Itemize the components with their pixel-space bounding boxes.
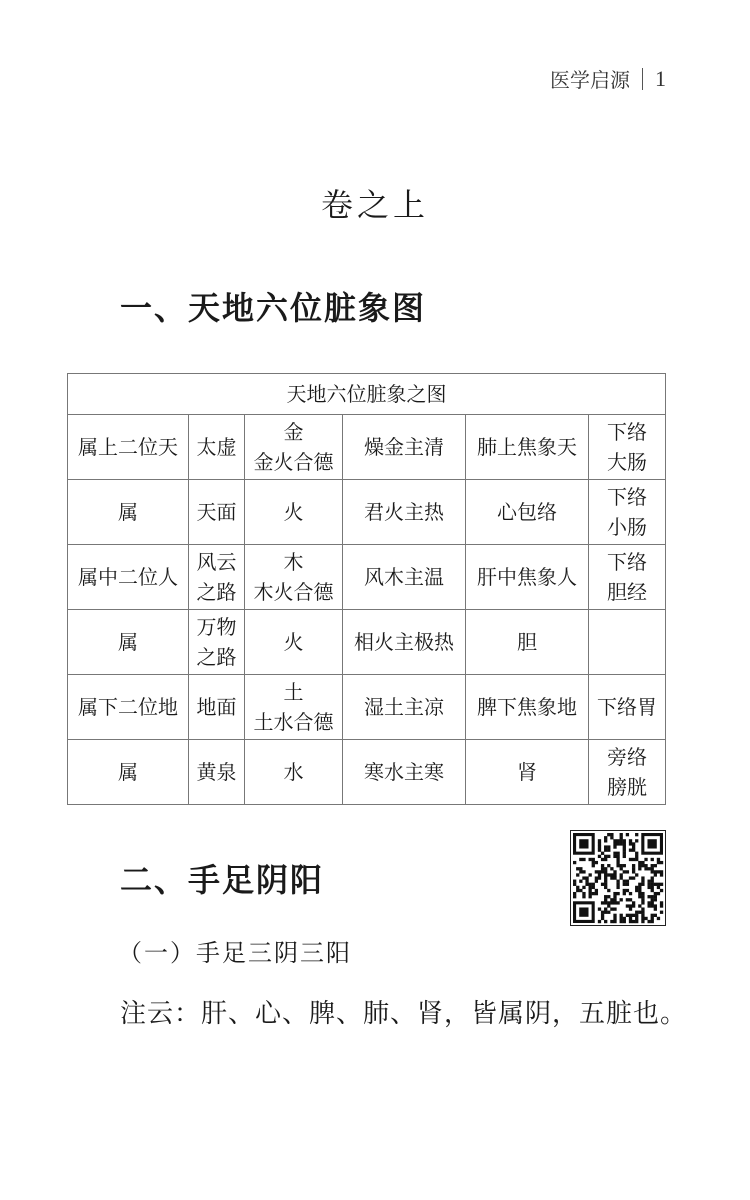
cell-text: 火 [283,630,304,654]
running-header [550,64,666,93]
cell-text: 君火主热 [364,500,444,524]
cell-text: 属 [118,500,138,524]
cell-text: 天面 [196,500,237,524]
cell-text: 土水合德 [253,710,334,734]
table-cell [68,610,189,675]
table-cell [189,545,245,610]
table-cell [343,740,466,805]
zang-xiang-table [67,373,666,805]
cell-text: 旁络 [607,745,647,769]
cell-text: 胆经 [607,580,647,604]
table-cell [466,415,589,480]
table-cell [189,480,245,545]
table-cell [589,545,666,610]
body-paragraph: 注云：肝、心、脾、肺、肾，皆属阴，五脏也。 [120,999,688,1029]
cell-text: 胆 [517,630,537,654]
cell-text: 金火合德 [253,450,334,474]
table-cell [189,415,245,480]
cell-text: 下络 [607,550,647,574]
table-cell [589,610,666,675]
subsection-title: （一）手足三阴三阳 [118,939,352,967]
table-row [68,545,666,610]
cell-text: 肾 [517,760,537,784]
cell-text: 属上二位天 [78,435,178,459]
table-cell [245,740,343,805]
book-title: 医学启源 [550,68,630,92]
header-divider [642,68,643,90]
table-cell [466,480,589,545]
table-row [68,415,666,480]
cell-text: 小肠 [607,515,647,539]
cell-text: 下络 [607,420,647,444]
table-row [68,740,666,805]
table-cell [245,480,343,545]
cell-text: 地面 [196,695,237,719]
table-cell [466,610,589,675]
cell-text: 属 [118,630,138,654]
table-cell [189,740,245,805]
cell-text: 湿土主凉 [364,695,444,719]
table-cell [189,675,245,740]
table-row [68,675,666,740]
cell-text: 之路 [196,645,237,669]
cell-text: 木火合德 [253,580,334,604]
cell-text: 属中二位人 [78,565,178,589]
section-title-2: 二、手足阴阳 [120,861,325,899]
cell-text: 下络 [607,485,647,509]
volume-title: 卷之上 [320,186,429,224]
cell-text: 燥金主清 [364,435,444,459]
table-cell [343,545,466,610]
table-cell [343,675,466,740]
cell-text: 脾下焦象地 [477,695,577,719]
cell-text: 寒水主寒 [364,760,444,784]
table-cell [589,480,666,545]
cell-text: 相火主极热 [354,630,454,654]
table-cell [189,610,245,675]
cell-text: 风云 [196,550,237,574]
table-cell [343,610,466,675]
table-row [68,610,666,675]
table-cell [466,545,589,610]
table-cell [343,415,466,480]
cell-text: 心包络 [497,500,557,524]
table-cell [245,610,343,675]
cell-text: 属 [118,760,138,784]
cell-text: 火 [283,500,304,524]
page-number: 1 [655,65,666,91]
cell-text: 土 [283,680,304,704]
table-cell [68,415,189,480]
cell-text: 风木主温 [364,565,444,589]
table-cell [466,675,589,740]
table-cell [245,545,343,610]
cell-text: 水 [283,760,304,784]
cell-text: 下络胃 [597,695,657,719]
cell-text: 膀胱 [607,775,647,799]
cell-text: 大肠 [607,450,647,474]
cell-text: 肺上焦象天 [477,435,577,459]
cell-text: 太虚 [196,435,237,459]
cell-text: 木 [283,550,304,574]
table-cell [68,675,189,740]
table-cell [68,740,189,805]
cell-text: 万物 [196,615,237,639]
cell-text: 属下二位地 [78,695,178,719]
table-cell [343,480,466,545]
table-cell [68,480,189,545]
table-row [68,480,666,545]
cell-text: 黄泉 [196,760,237,784]
cell-text: 之路 [196,580,237,604]
table-cell [245,415,343,480]
table-cell [68,545,189,610]
cell-text: 肝中焦象人 [477,565,577,589]
table-cell [589,415,666,480]
table-cell [466,740,589,805]
section-title-1: 一、天地六位脏象图 [120,289,427,327]
cell-text: 金 [283,420,304,444]
table-cell [589,675,666,740]
table-cell [245,675,343,740]
qr-code-icon [570,830,666,926]
table-cell [589,740,666,805]
table-caption: 天地六位脏象之图 [68,374,666,415]
